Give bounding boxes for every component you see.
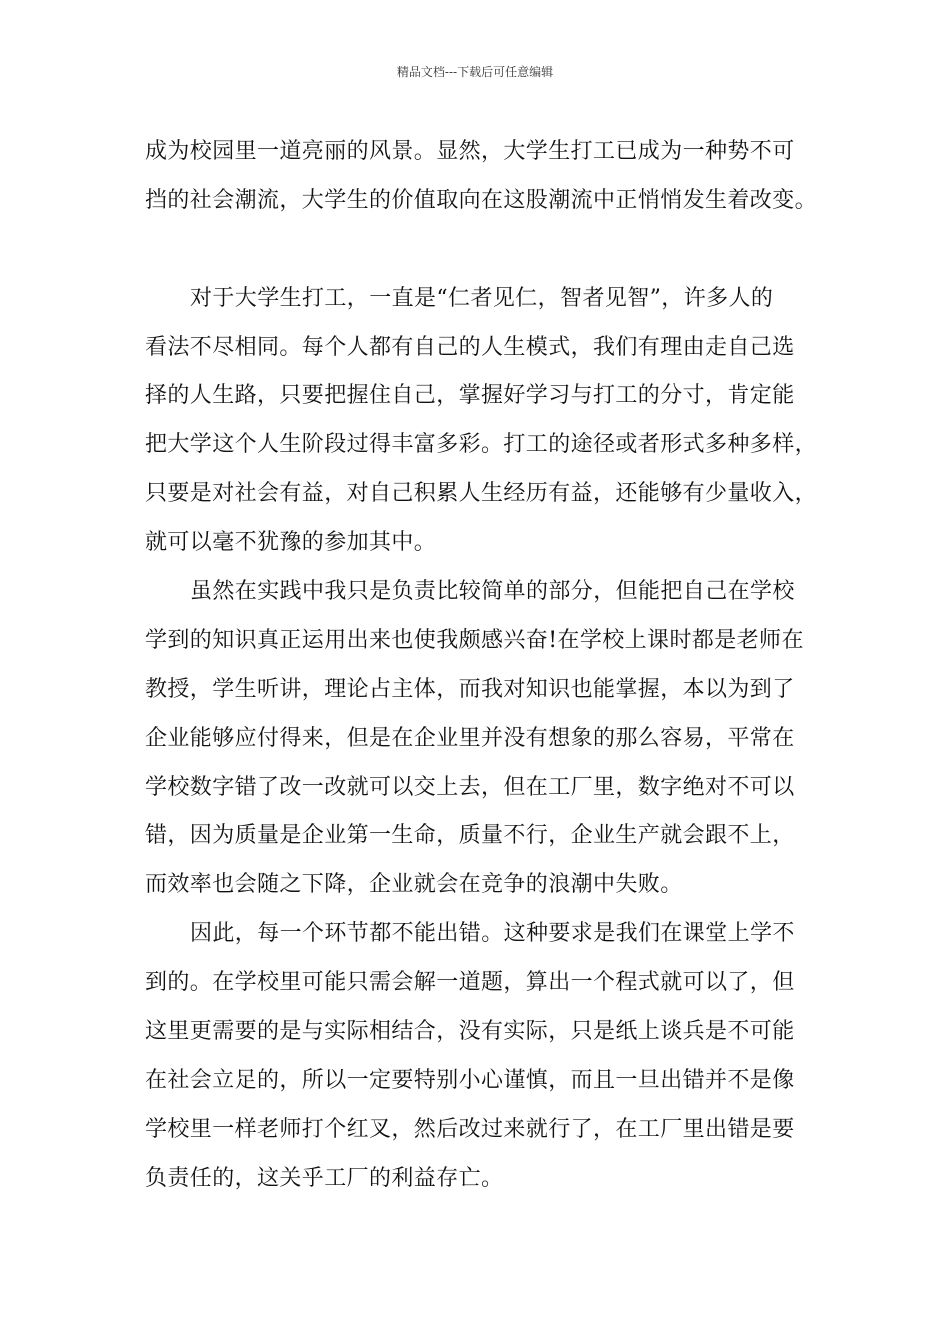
paragraph-line: 在社会立足的，所以一定要特别小心谨慎，而且一旦出错并不是像 <box>145 1067 795 1093</box>
paragraph-line: 到的。在学校里可能只需会解一道题，算出一个程式就可以了，但 <box>145 970 795 996</box>
paragraph-line: 学校里一样老师打个红叉，然后改过来就行了，在工厂里出错是要 <box>145 1116 795 1142</box>
paragraph <box>145 910 821 1203</box>
paragraph-line: 企业能够应付得来，但是在企业里并没有想象的那么容易，平常在 <box>145 725 795 751</box>
paragraph-line: 因此，每一个环节都不能出错。这种要求是我们在课堂上学不 <box>190 921 795 947</box>
paragraph-line: 而效率也会随之下降，企业就会在竞争的浪潮中失败。 <box>145 872 683 898</box>
paragraph <box>145 568 821 910</box>
paragraph-line: 看法不尽相同。每个人都有自己的人生模式，我们有理由走自己选 <box>145 334 795 360</box>
paragraph-line: 只要是对社会有益，对自己积累人生经历有益，还能够有少量收入， <box>145 481 818 507</box>
paragraph-line: 错，因为质量是企业第一生命，质量不行，企业生产就会跟不上， <box>145 823 795 849</box>
paragraph <box>145 128 821 226</box>
page-header: 精品文档---下载后可任意编辑 <box>396 65 554 79</box>
paragraph-line: 挡的社会潮流，大学生的价值取向在这股潮流中正悄悄发生着改变。 <box>145 187 818 213</box>
paragraph-line: 教授，学生听讲，理论占主体，而我对知识也能掌握，本以为到了 <box>145 676 795 702</box>
paragraph-line: 这里更需要的是与实际相结合，没有实际，只是纸上谈兵是不可能 <box>145 1019 795 1045</box>
document-body <box>145 128 821 1204</box>
paragraph-line: 就可以毫不犹豫的参加其中。 <box>145 530 437 556</box>
paragraph-line: 把大学这个人生阶段过得丰富多彩。打工的途径或者形式多种多样， <box>145 432 818 458</box>
paragraph-line: 学到的知识真正运用出来也使我颇感兴奋!在学校上课时都是老师在 <box>145 627 804 653</box>
paragraph <box>145 275 821 568</box>
paragraph-line: 学校数字错了改一改就可以交上去，但在工厂里，数字绝对不可以 <box>145 774 795 800</box>
paragraph-line: 成为校园里一道亮丽的风景。显然，大学生打工已成为一种势不可 <box>145 139 795 164</box>
paragraph-line: 对于大学生打工，一直是“仁者见仁，智者见智”，许多人的 <box>190 285 774 311</box>
paragraph-gap <box>145 226 821 275</box>
paragraph-line: 负责任的，这关乎工厂的利益存亡。 <box>145 1165 504 1191</box>
paragraph-line: 虽然在实践中我只是负责比较简单的部分，但能把自己在学校 <box>190 579 795 605</box>
paragraph-line: 择的人生路，只要把握住自己，掌握好学习与打工的分寸，肯定能 <box>145 383 795 409</box>
